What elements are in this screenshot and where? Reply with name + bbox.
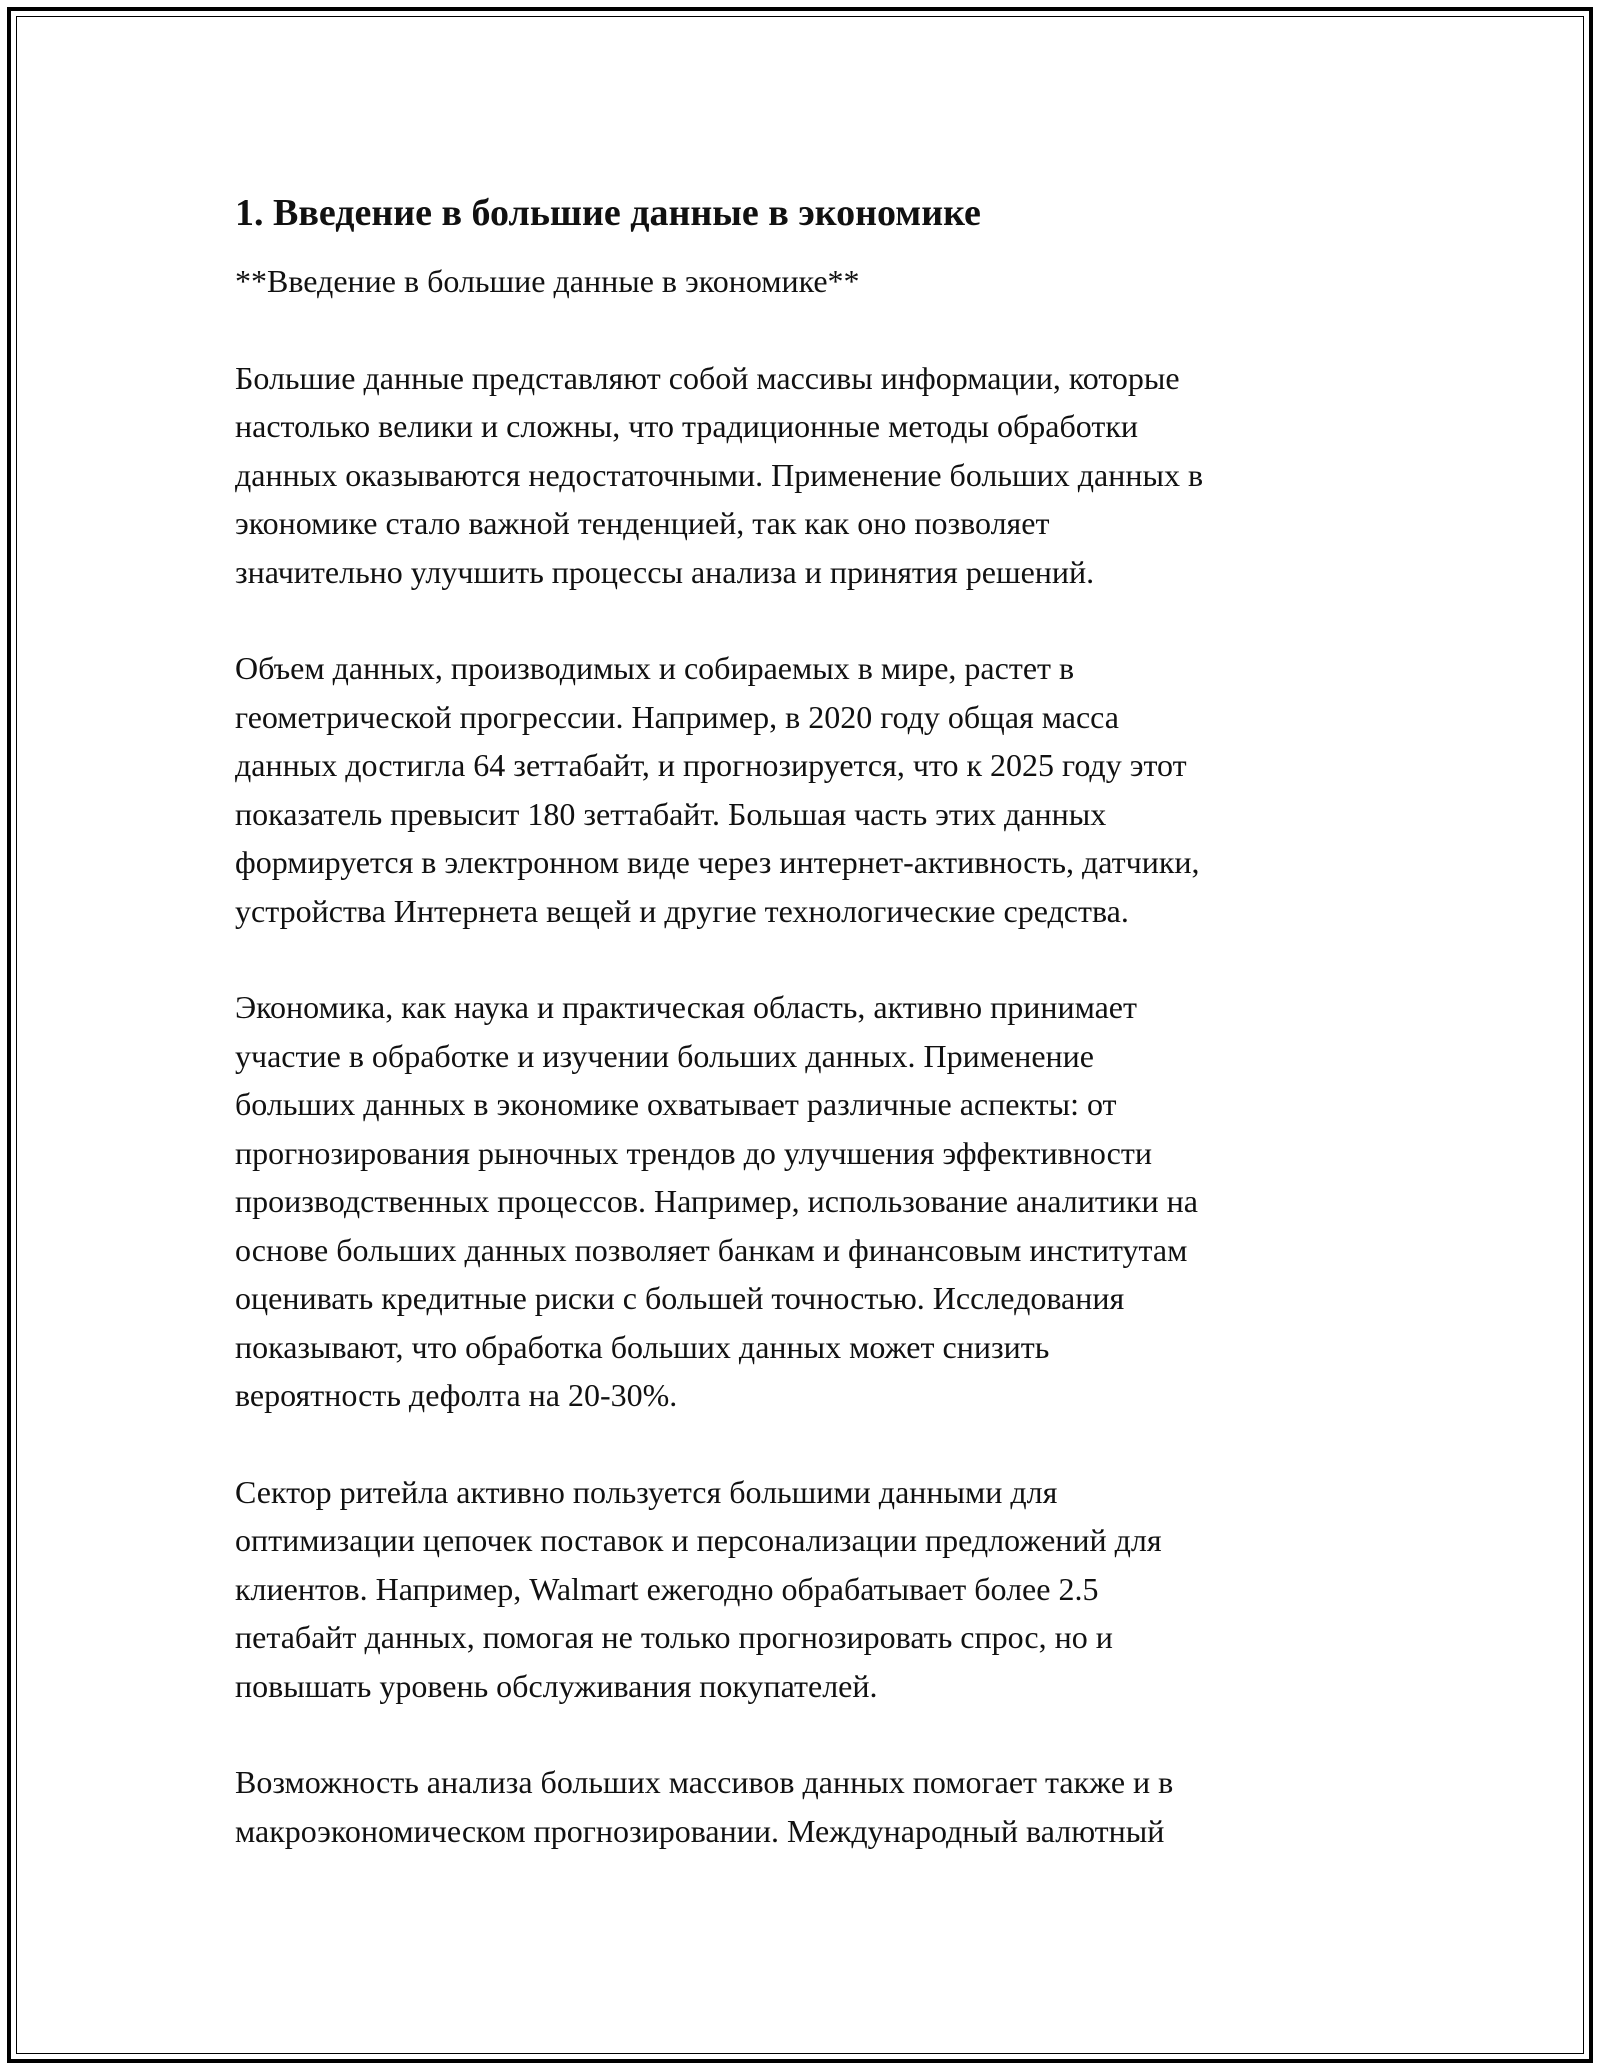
paragraph-line: клиентов. Например, Walmart ежегодно обрабатывает более 2.5: [235, 1570, 1099, 1607]
paragraph-line: формируется в электронном виде через интернет-активность, датчики,: [235, 844, 1200, 880]
paragraph-line: вероятность дефолта на 20-30%.: [235, 1377, 678, 1413]
paragraph-1: [235, 354, 1375, 597]
paragraph-line: Объем данных, производимых и собираемых в мире, растет в: [235, 650, 1075, 686]
section-heading: 1. Введение в большие данные в экономике: [235, 192, 981, 234]
paragraph-3: [235, 983, 1375, 1420]
paragraph-line: оптимизации цепочек поставок и персонализации предложений для: [235, 1522, 1162, 1558]
paragraph-line: оценивать кредитные риски с большей точностью. Исследования: [235, 1280, 1125, 1316]
paragraph-line: Экономика, как наука и практическая область, активно принимает: [235, 989, 1137, 1025]
paragraph-line: данных достигла 64 зеттабайт, и прогнозируется, что к 2025 году этот: [235, 747, 1187, 783]
paragraph-line: настолько велики и сложны, что традиционные методы обработки: [235, 408, 1138, 444]
paragraph-line: производственных процессов. Например, использование аналитики на: [235, 1183, 1198, 1219]
paragraph-line: геометрической прогрессии. Например, в 2020 году общая масса: [235, 698, 1119, 735]
paragraph-line: больших данных в экономике охватывает различные аспекты: от: [235, 1086, 1117, 1122]
paragraph-line: Возможность анализа больших массивов данных помогает также и в: [235, 1764, 1174, 1800]
paragraph-line: участие в обработке и изучении больших данных. Применение: [235, 1037, 1094, 1074]
paragraph-line: прогнозирования рыночных трендов до улучшения эффективности: [235, 1134, 1152, 1171]
paragraph-line: показатель превысит 180 зеттабайт. Большая часть этих данных: [235, 795, 1107, 832]
paragraph-line: устройства Интернета вещей и другие технологические средства.: [235, 892, 1129, 929]
paragraph-line: макроэкономическом прогнозировании. Международный валютный: [235, 1812, 1165, 1849]
document-body: [235, 185, 1375, 1903]
paragraph-line: значительно улучшить процессы анализа и принятия решений.: [235, 553, 1095, 590]
paragraph-5: [235, 1758, 1375, 1855]
paragraph-4: [235, 1468, 1375, 1711]
paragraph-line: Большие данные представляют собой массивы информации, которые: [235, 359, 1180, 396]
paragraph-line: основе больших данных позволяет банкам и финансовым институтам: [235, 1231, 1188, 1268]
paragraph-line: экономике стало важной тенденцией, так как оно позволяет: [235, 505, 1050, 541]
paragraph-line: петабайт данных, помогая не только прогнозировать спрос, но и: [235, 1619, 1113, 1655]
paragraph-line: показывают, что обработка больших данных может снизить: [235, 1328, 1050, 1365]
paragraph-line: повышать уровень обслуживания покупателей.: [235, 1667, 878, 1704]
paragraph-line: данных оказываются недостаточными. Применение больших данных в: [235, 456, 1204, 493]
paragraph-line: Сектор ритейла активно пользуется большими данными для: [235, 1473, 1058, 1510]
section-subtitle: **Введение в большие данные в экономике**: [235, 263, 860, 299]
paragraph-2: [235, 644, 1375, 935]
